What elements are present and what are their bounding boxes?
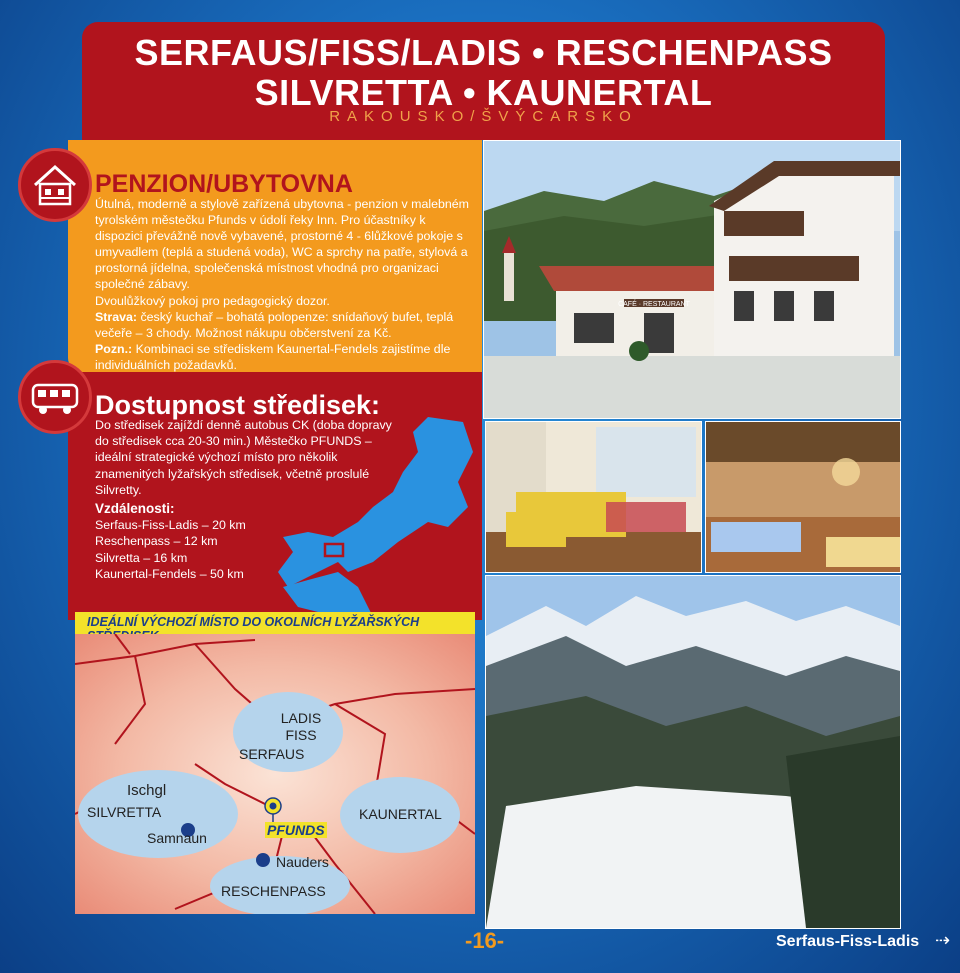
map-label-serfaus: SERFAUS xyxy=(239,746,305,762)
page-number: -16- xyxy=(465,928,505,953)
map-label-ladis: LADIS xyxy=(280,710,322,726)
ideal-banner-text: IDEÁLNÍ VÝCHOZÍ MÍSTO DO OKOLNÍCH LYŽAŘSKÝCH xyxy=(87,615,420,629)
photo-guesthouse xyxy=(483,140,901,419)
distance-item: Silvretta – 16 km xyxy=(95,550,188,565)
penzion-teacher-room: Dvoulůžkový pokoj pro pedagogický dozor. xyxy=(95,293,330,308)
distance-item: Kaunertal-Fendels – 50 km xyxy=(95,566,244,581)
cafe-sign-text: CAFÉ · RESTAURANT xyxy=(618,301,690,308)
penzion-pozn xyxy=(95,341,475,373)
bus-icon xyxy=(18,360,92,434)
distance-item: Reschenpass – 12 km xyxy=(95,534,218,549)
title-line-2: SILVRETTA • KAUNERTAL xyxy=(254,72,713,113)
penzion-description xyxy=(95,196,475,373)
subtitle-country: RAKOUSKO/ŠVÝCARSKO xyxy=(329,108,638,125)
photo-dining-room xyxy=(705,421,901,573)
map-label-nauders: Nauders xyxy=(276,854,329,870)
dostupnost-description: Do středisek zajíždí denně autobus CK (doba dopravy do středisek cca 20-30 min.) Městečko PFUNDS – ideální strategické výchozí místo pro několik znamenitých lyžařských středisek, včetně proslulé Silvretty. xyxy=(95,418,392,497)
resort-map xyxy=(75,634,475,914)
strava-text: český kuchař – bohatá polopenze: snídaňový bufet, teplá večeře – 3 chody. Možnost nákupu občerstvení za Kč. xyxy=(95,309,454,340)
header-banner xyxy=(82,22,885,140)
penzion-title: PENZION/UBYTOVNA xyxy=(95,170,353,198)
strava-label: Strava: xyxy=(95,309,138,324)
footer-label: Serfaus-Fiss-Ladis xyxy=(776,933,920,950)
distance-item: Serfaus-Fiss-Ladis – 20 km xyxy=(95,518,246,533)
map-label-ischgl: Ischgl xyxy=(127,782,167,799)
dostupnost-text xyxy=(95,417,405,582)
dostupnost-title: Dostupnost středisek: xyxy=(95,390,381,420)
house-icon xyxy=(18,148,92,222)
pozn-label: Pozn.: xyxy=(95,341,133,356)
photo-bedroom xyxy=(485,421,702,573)
distances-title: Vzdálenosti: xyxy=(95,501,175,517)
title-line-1: SERFAUS/FISS/LADIS • RESCHENPASS xyxy=(134,32,833,73)
photo-snowy-valley xyxy=(485,575,901,929)
map-label-reschenpass: RESCHENPASS xyxy=(221,883,326,899)
ideal-banner xyxy=(75,612,475,634)
pozn-text: Kombinaci se střediskem Kaunertal-Fendels zajistíme dle individuálních požadavků. xyxy=(95,341,451,372)
map-label-kaunertal: KAUNERTAL xyxy=(359,806,442,822)
map-label-silvretta: SILVRETTA xyxy=(87,804,162,820)
penzion-intro: Útulná, moderně a stylově zařízená ubytovna - penzion v malebném tyrolském městečku Pfunds v údolí řeky Inn. Pro účastníky k dispozici převážně nově vybavené, prostorné 4 - 6lůžkové pokoje s umyvadlem (teplá a studená voda), WC a sprchy na patře, stylová a prostorná jídelna, společenská místnost vhodná pro organizaci společné zábavy. xyxy=(95,197,469,292)
map-label-samnaun: Samnaun xyxy=(147,830,207,846)
penzion-strava xyxy=(95,309,475,341)
map-label-fiss: FISS xyxy=(285,727,317,743)
nauders-marker xyxy=(256,853,270,867)
arrow-right-icon: ⇢ xyxy=(935,930,951,950)
map-label-pfunds: PFUNDS xyxy=(267,822,325,838)
